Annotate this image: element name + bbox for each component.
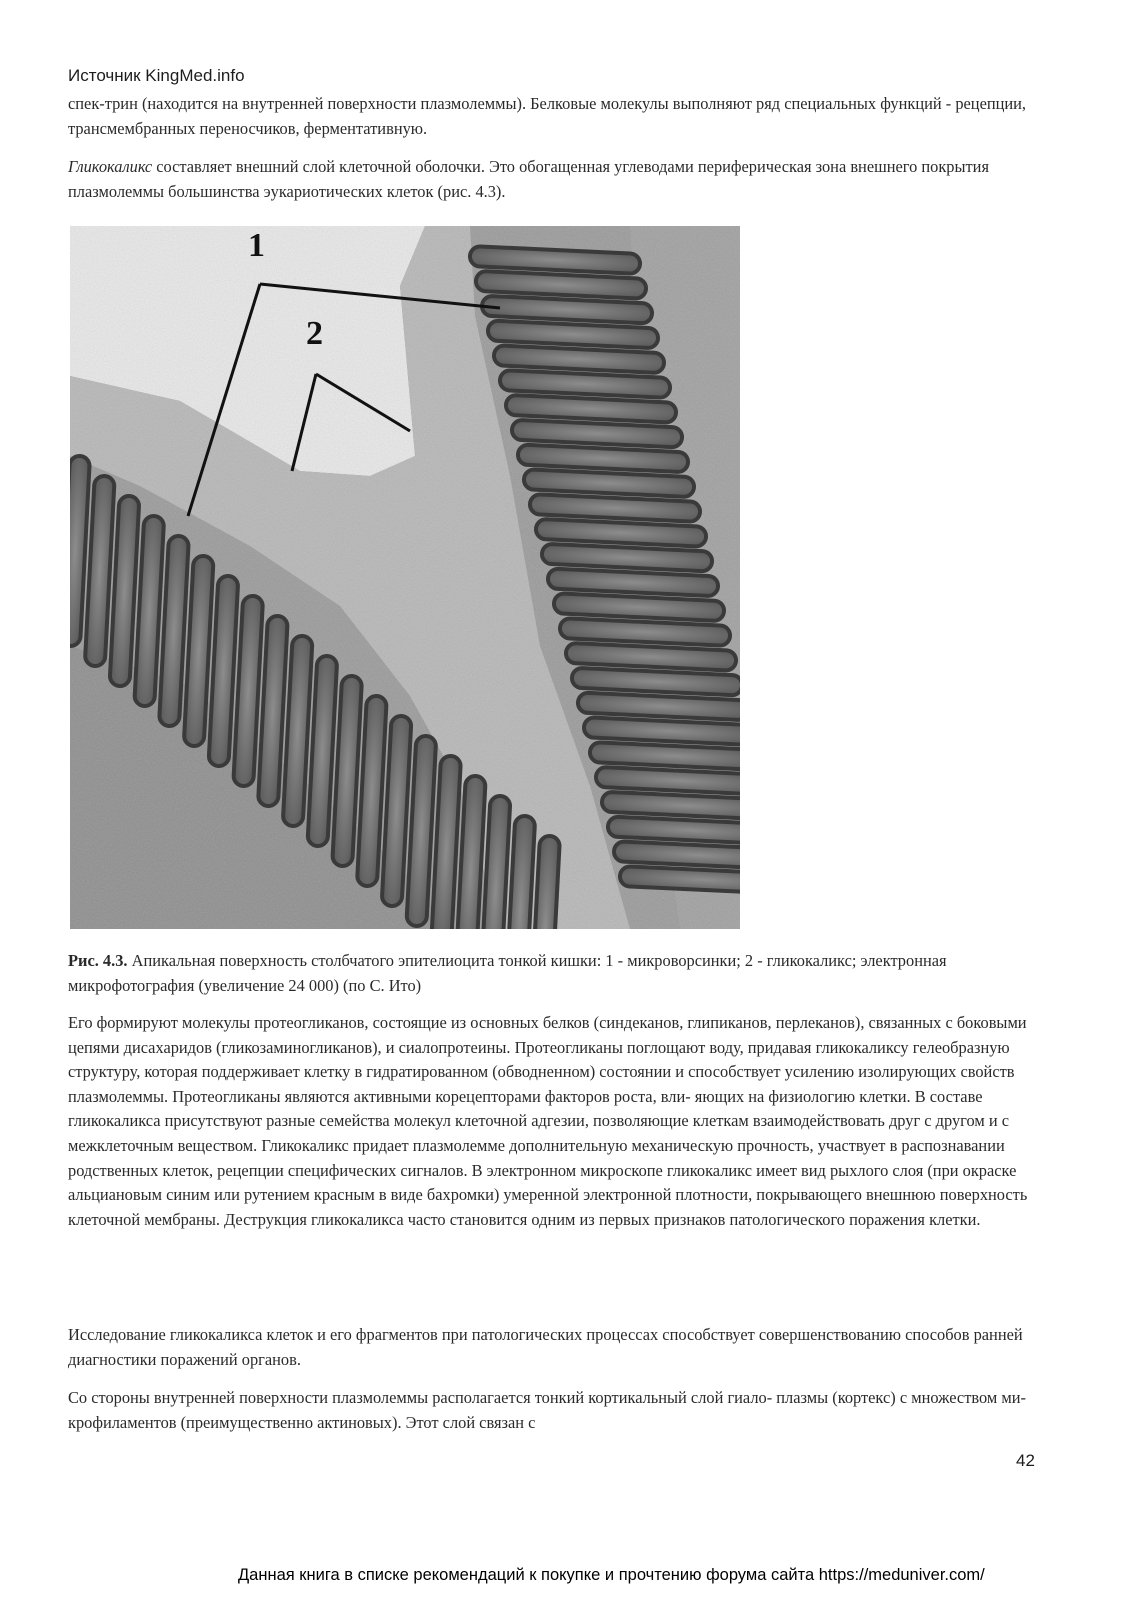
paragraph-1: спек-трин (находится на внутренней поверхности плазмолеммы). Белковые молекулы выполняют ряд специальных функций - рецепции, трансмембранных переносчиков, ферментативную. (68, 94, 1027, 138)
paragraph-3: Его формируют молекулы протеогликанов, состоящие из основных белков (синдеканов, глипиканов, перлеканов), связанных с боковыми цепями дисахаридов (гликозаминогликанов), и сиалопротеины. Протеогликаны поглощают воду, придавая гликокаликсу гелеобразную структуру, которая поддерживает клетку в гидратированном (обводненном) состоянии и способствует усилению изолирующих свойств плазмолеммы. Протеогликаны являются активными корецепторами факторов роста, вли- яющих на физиологию клетки. В составе гликокаликса присутствуют разные семейства молекул клеточной адгезии, позволяющие клеткам взаимодействовать друг с другом и с межклеточным веществом. Гликокаликс придает плазмолемме дополнительную механическую прочность, участвует в распознавании родственных клеток, рецепции специфических сигналов. В электронном микроскопе гликокаликс имеет вид рыхлого слоя (при окраске альциановым синим или рутением красным в виде бахромки) умеренной электронной плотности, покрывающего внешнюю поверхность клеточной мембраны. Деструкция гликокаликса часто становится одним из первых признаков патологического поражения клетки. (68, 1013, 1028, 1229)
paragraph-4: Исследование гликокаликса клеток и его фрагментов при патологических процессах способствует совершенствованию способов ранней диагностики поражений органов. (68, 1325, 1023, 1369)
paragraph-2 (68, 155, 1058, 204)
figure-label-2: 2 (306, 315, 323, 352)
micrograph-figure (70, 226, 740, 929)
paragraph-2-text: составляет внешний слой клеточной оболочки. Это обогащенная углеводами периферическая зона внешнего покрытия плазмолеммы большинства эукариотических клеток (рис. 4.3). (68, 157, 989, 201)
micrograph-image (70, 226, 740, 929)
page-number: 42 (1016, 1451, 1035, 1470)
term-glycocalyx: Гликокаликс (68, 157, 153, 176)
caption-label: Рис. 4.3. (68, 951, 128, 970)
figure-caption (68, 949, 1058, 998)
paragraph-5: Со стороны внутренней поверхности плазмолеммы располагается тонкий кортикальный слой гиало- плазмы (кортекс) с множеством ми-крофиламентов (преимущественно актиновых). Этот слой связан с (68, 1388, 1026, 1432)
footer-note: Данная книга в списке рекомендаций к покупке и прочтению форума сайта https://meduniver.com/ (238, 1566, 985, 1584)
caption-text: Апикальная поверхность столбчатого эпителиоцита тонкой кишки: 1 - микроворсинки; 2 - гликокаликс; электронная микрофотография (увеличение 24 000) (по С. Ито) (68, 951, 947, 995)
source-header: Источник KingMed.info (68, 66, 245, 85)
figure-label-1: 1 (248, 227, 265, 264)
